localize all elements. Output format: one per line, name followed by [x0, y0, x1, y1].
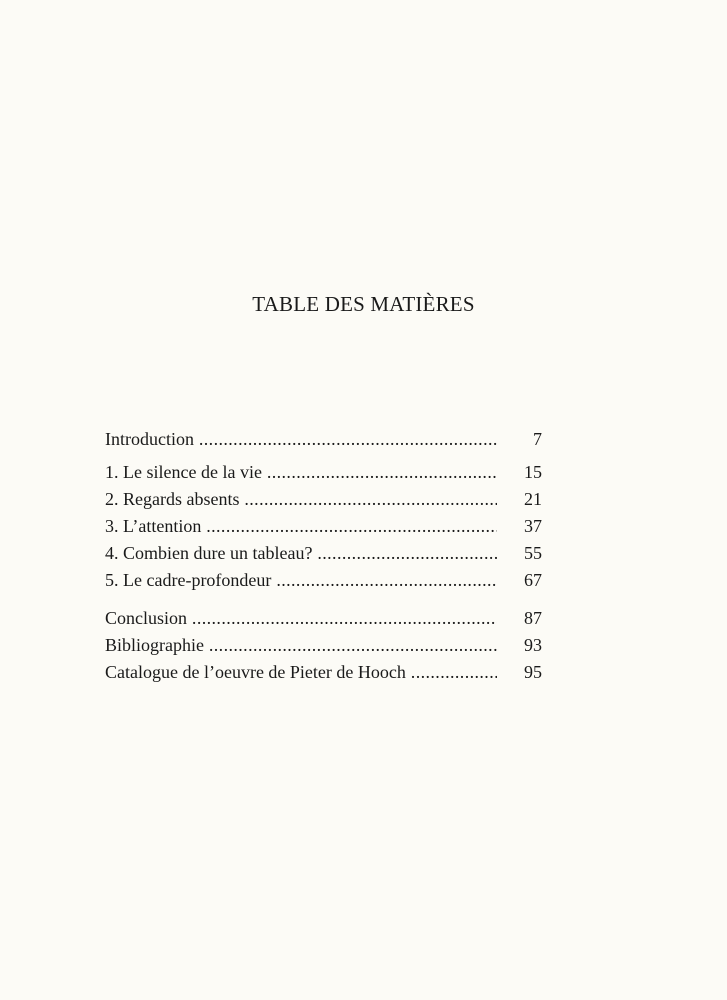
toc-entry-title: 1. Le silence de la vie .....	[105, 459, 497, 485]
toc-entry-page: 21	[500, 486, 542, 512]
toc-entry-title: Conclusion .....	[105, 605, 497, 631]
toc-entry-page: 93	[500, 632, 542, 658]
toc-entry-chapter-2[interactable]	[105, 486, 542, 512]
toc-entry-title: 5. Le cadre-profondeur .....	[105, 567, 497, 593]
toc-entry-page: 37	[500, 513, 542, 539]
toc-entry-title: 3. L’attention .....	[105, 513, 497, 539]
page-title: TABLE DES MATIÈRES	[252, 292, 475, 316]
toc-entry-introduction[interactable]	[105, 426, 542, 452]
toc-entry-page: 95	[500, 659, 542, 685]
toc-entry-conclusion[interactable]	[105, 605, 542, 631]
toc-entry-title: Catalogue de l’oeuvre de Pieter de Hooch .....	[105, 659, 497, 685]
toc-entry-title: 4. Combien dure un tableau? .....	[105, 540, 497, 566]
toc-entry-chapter-5[interactable]	[105, 567, 542, 593]
toc-entry-bibliographie[interactable]	[105, 632, 542, 658]
toc-entry-title: Introduction .....	[105, 426, 497, 452]
toc-entry-catalogue[interactable]	[105, 659, 542, 685]
toc-entry-title: 2. Regards absents .....	[105, 486, 497, 512]
toc-entry-page: 67	[500, 567, 542, 593]
toc-entry-page: 87	[500, 605, 542, 631]
toc-entry-chapter-3[interactable]	[105, 513, 542, 539]
toc-entry-chapter-4[interactable]	[105, 540, 542, 566]
toc-entry-title: Bibliographie .....	[105, 632, 497, 658]
toc-entry-page: 15	[500, 459, 542, 485]
toc-entry-page: 55	[500, 540, 542, 566]
toc-entry-page: 7	[500, 426, 542, 452]
toc-entry-chapter-1[interactable]	[105, 459, 542, 485]
